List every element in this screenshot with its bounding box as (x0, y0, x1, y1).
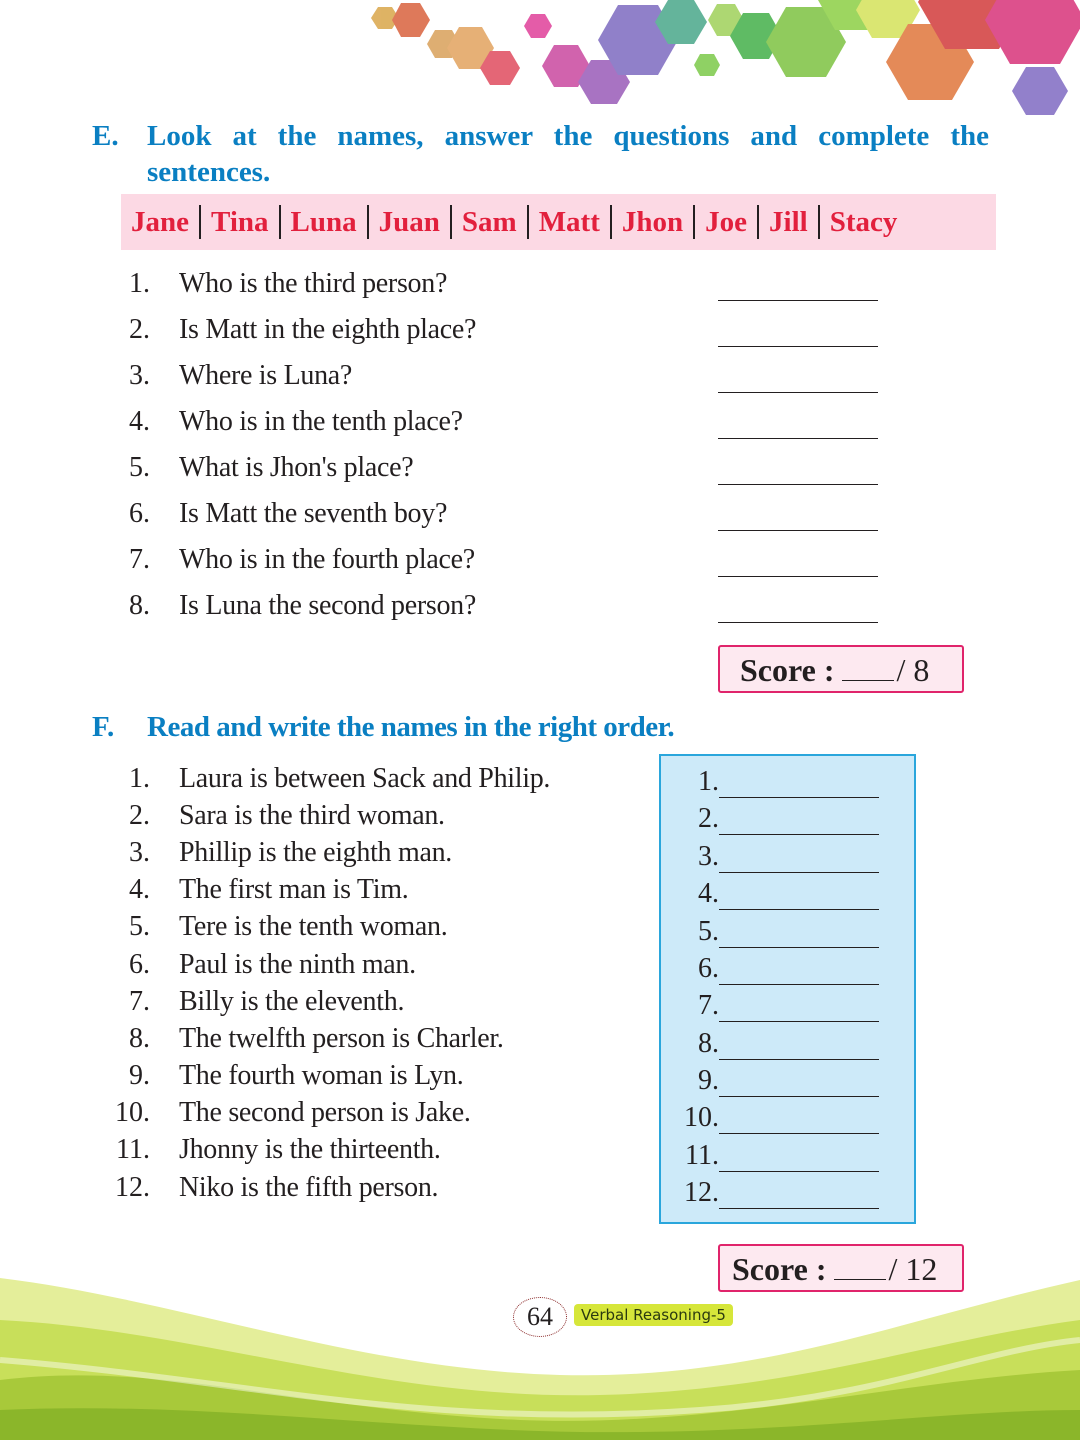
statement-text: Billy is the eleventh. (179, 986, 405, 1017)
name-cell: Jill (759, 205, 820, 239)
answer-line[interactable] (718, 484, 878, 485)
question-text: Who is in the fourth place? (179, 544, 475, 575)
answer-line[interactable] (719, 1208, 879, 1209)
statement-number: 11. (116, 1134, 150, 1165)
question-text: Is Matt the seventh boy? (179, 498, 448, 529)
question-text: What is Jhon's place? (179, 452, 414, 483)
answer-line[interactable] (719, 1133, 879, 1134)
statement-text: The second person is Jake. (179, 1097, 471, 1128)
name-cell: Sam (452, 205, 529, 239)
answer-number: 9. (698, 1065, 719, 1096)
name-cell: Tina (201, 205, 281, 239)
answer-number: 5. (698, 916, 719, 947)
statement-text: Jhonny is the thirteenth. (179, 1134, 441, 1165)
answer-line[interactable] (719, 909, 879, 910)
page-number: 64 (513, 1297, 567, 1337)
section-e-title-line1: Look at the names, answer the questions and complete the (147, 120, 989, 152)
question-text: Who is in the tenth place? (179, 406, 463, 437)
answer-line[interactable] (719, 797, 879, 798)
section-f-letter: F. (92, 711, 115, 743)
score-box-e (718, 645, 964, 693)
statement-number: 2. (129, 800, 150, 831)
statement-text: The fourth woman is Lyn. (179, 1060, 464, 1091)
score-blank[interactable] (842, 652, 894, 681)
statement-number: 12. (115, 1172, 150, 1203)
question-number: 6. (129, 498, 150, 529)
question-number: 4. (129, 406, 150, 437)
name-cell: Luna (281, 205, 369, 239)
statement-number: 6. (129, 949, 150, 980)
name-cell: Jane (131, 205, 201, 239)
statement-number: 4. (129, 874, 150, 905)
answer-line[interactable] (718, 300, 878, 301)
statement-number: 8. (129, 1023, 150, 1054)
question-text: Is Matt in the eighth place? (179, 314, 477, 345)
question-number: 1. (129, 268, 150, 299)
statement-number: 10. (115, 1097, 150, 1128)
question-text: Is Luna the second person? (179, 590, 476, 621)
question-number: 5. (129, 452, 150, 483)
answer-number: 4. (698, 878, 719, 909)
answer-number: 8. (698, 1028, 719, 1059)
question-number: 2. (129, 314, 150, 345)
answer-line[interactable] (719, 1171, 879, 1172)
statement-number: 5. (129, 911, 150, 942)
statement-text: Phillip is the eighth man. (179, 837, 452, 868)
name-cell: Juan (369, 205, 452, 239)
name-cell: Stacy (829, 206, 898, 238)
score-label: Score : (740, 652, 835, 688)
answer-line[interactable] (718, 438, 878, 439)
question-text: Who is the third person? (179, 268, 448, 299)
name-cell: Joe (695, 205, 759, 239)
answer-line[interactable] (718, 622, 878, 623)
score-blank[interactable] (834, 1251, 886, 1280)
answer-line[interactable] (718, 392, 878, 393)
answer-number: 2. (698, 803, 719, 834)
section-e-letter: E. (92, 120, 119, 152)
statement-text: Laura is between Sack and Philip. (179, 763, 551, 794)
answer-number: 3. (698, 841, 719, 872)
answer-line[interactable] (718, 576, 878, 577)
answer-number: 6. (698, 953, 719, 984)
answer-line[interactable] (719, 872, 879, 873)
name-cell: Jhon (612, 205, 695, 239)
answer-line[interactable] (719, 834, 879, 835)
top-hexagon-decoration (0, 0, 1080, 120)
section-e-title-line2: sentences. (147, 156, 271, 188)
statement-text: The twelfth person is Charler. (179, 1023, 504, 1054)
statement-number: 7. (129, 986, 150, 1017)
score-label: Score : (732, 1251, 827, 1287)
statement-text: Tere is the tenth woman. (179, 911, 448, 942)
answer-line[interactable] (719, 984, 879, 985)
answer-panel (659, 754, 916, 1224)
statement-text: Sara is the third woman. (179, 800, 445, 831)
score-total: / 12 (888, 1251, 938, 1287)
answer-line[interactable] (719, 947, 879, 948)
answer-line[interactable] (718, 346, 878, 347)
score-box-f (718, 1244, 964, 1292)
answer-number: 10. (684, 1102, 719, 1133)
statement-text: The first man is Tim. (179, 874, 409, 905)
names-bar (121, 194, 996, 250)
answer-line[interactable] (718, 530, 878, 531)
name-cell: Matt (529, 205, 612, 239)
statement-number: 1. (129, 763, 150, 794)
statement-text: Paul is the ninth man. (179, 949, 416, 980)
answer-number: 1. (698, 766, 719, 797)
question-number: 8. (129, 590, 150, 621)
answer-number: 12. (684, 1177, 719, 1208)
section-f-title: Read and write the names in the right order. (147, 711, 675, 743)
answer-line[interactable] (719, 1021, 879, 1022)
answer-number: 11. (685, 1140, 719, 1171)
question-number: 3. (129, 360, 150, 391)
book-title-badge: Verbal Reasoning-5 (574, 1304, 733, 1326)
statement-number: 9. (129, 1060, 150, 1091)
answer-number: 7. (698, 990, 719, 1021)
answer-line[interactable] (719, 1096, 879, 1097)
question-number: 7. (129, 544, 150, 575)
score-total: / 8 (896, 652, 930, 688)
answer-line[interactable] (719, 1059, 879, 1060)
section-e-title (147, 118, 989, 190)
question-text: Where is Luna? (179, 360, 353, 391)
statement-number: 3. (129, 837, 150, 868)
statement-text: Niko is the fifth person. (179, 1172, 439, 1203)
